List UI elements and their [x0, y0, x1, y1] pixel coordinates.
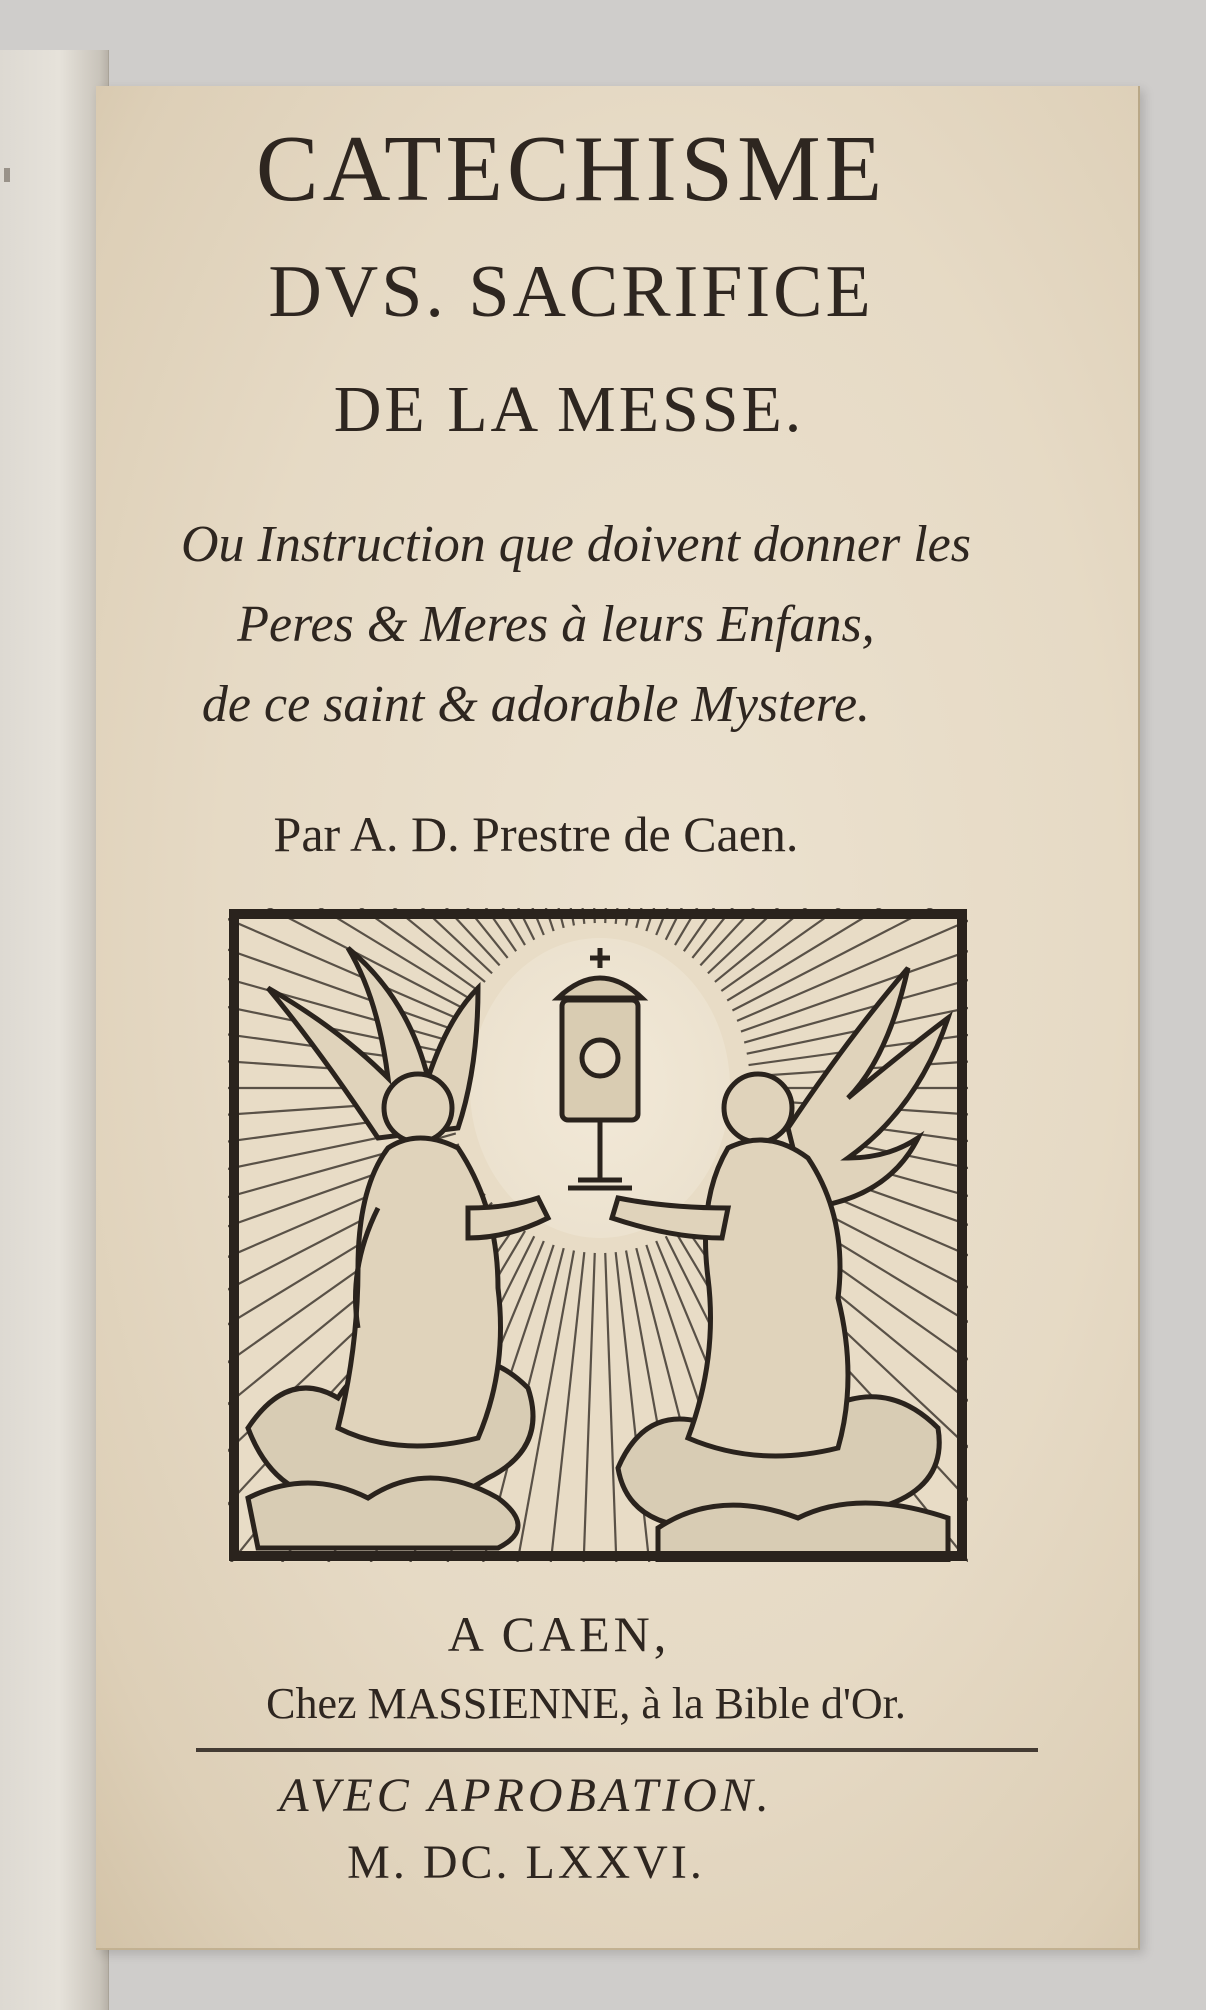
title-line-3: DE LA MESSE. — [333, 373, 805, 446]
imprint-city: A CAEN, — [447, 1606, 671, 1662]
title-line-1: CATECHISME — [255, 117, 887, 221]
publication-date: M. DC. LXXVI. — [347, 1836, 705, 1889]
woodcut-illustration — [228, 908, 968, 1562]
title-line-2: DVS. SACRIFICE — [268, 251, 874, 333]
imprint-rule — [196, 1748, 1038, 1752]
author-line: Par A. D. Prestre de Caen. — [273, 806, 799, 862]
page-mark — [4, 168, 10, 182]
left-page-edge — [0, 50, 109, 2010]
subtitle-line-1: Ou Instruction que doivent donner les — [181, 516, 971, 573]
approval-line: AVEC APROBATION. — [279, 1769, 773, 1822]
imprint-publisher: Chez MASSIENNE, à la Bible d'Or. — [266, 1679, 906, 1728]
subtitle-line-2: Peres & Meres à leurs Enfans, — [237, 596, 875, 653]
subtitle-line-3: de ce saint & adorable Mystere. — [201, 676, 871, 733]
